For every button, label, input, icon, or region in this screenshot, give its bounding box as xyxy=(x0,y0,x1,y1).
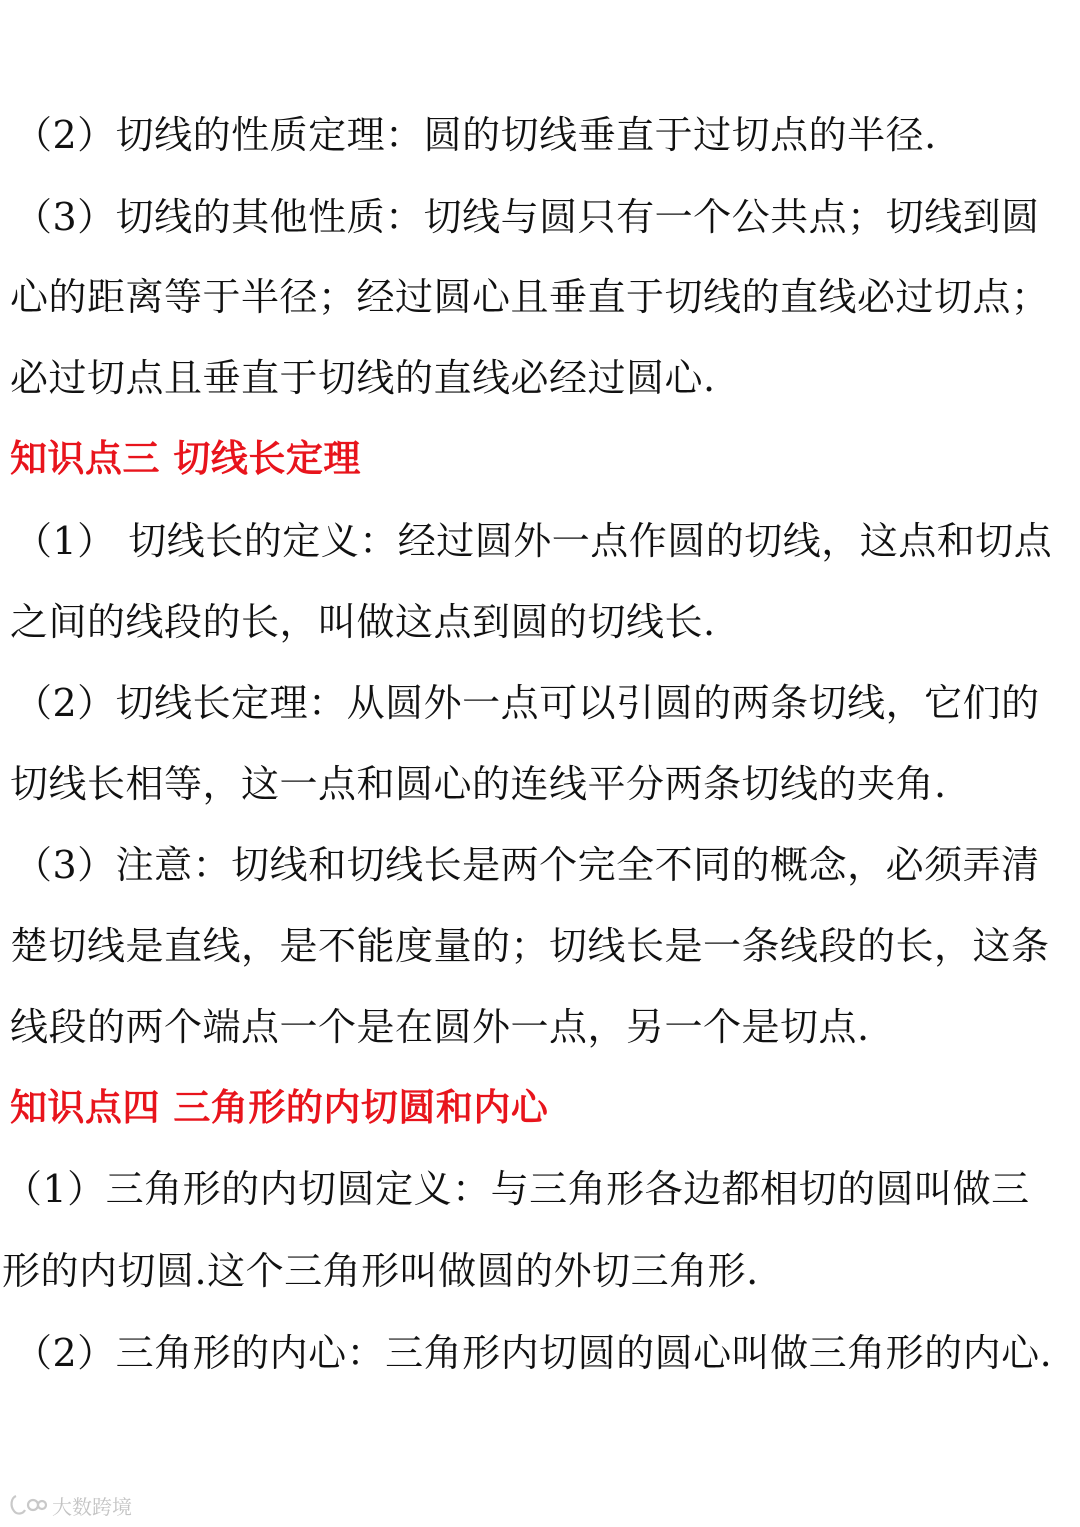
paragraph-line: （2）三角形的内心：三角形内切圆的圆心叫做三角形的内心. xyxy=(14,1331,1053,1375)
paragraph-line: 线段的两个端点一个是在圆外一点，另一个是切点. xyxy=(10,1005,870,1049)
paragraph-line: 之间的线段的长，叫做这点到圆的切线长. xyxy=(10,600,716,644)
section-heading-4: 知识点四 三角形的内切圆和内心 xyxy=(10,1086,549,1129)
section-heading-3: 知识点三 切线长定理 xyxy=(10,437,361,480)
paragraph-line: 形的内切圆.这个三角形叫做圆的外切三角形. xyxy=(2,1249,759,1293)
watermark-text: 大数跨境 xyxy=(52,1494,132,1519)
paragraph-line: （2）切线长定理：从圆外一点可以引圆的两条切线，它们的 xyxy=(14,681,1040,725)
paragraph-line: 心的距离等于半径；经过圆心且垂直于切线的直线必过切点； xyxy=(10,275,1050,319)
paragraph-line: （1）三角形的内切圆定义：与三角形各边都相切的圆叫做三 xyxy=(4,1167,1030,1211)
watermark-logo-icon xyxy=(8,1492,48,1518)
paragraph-line: （2）切线的性质定理：圆的切线垂直于过切点的半径. xyxy=(14,113,937,157)
paragraph-line: 楚切线是直线，是不能度量的；切线长是一条线段的长，这条 xyxy=(10,924,1050,968)
paragraph-line: 必过切点且垂直于切线的直线必经过圆心. xyxy=(10,356,716,400)
paragraph-line: 切线长相等，这一点和圆心的连线平分两条切线的夹角. xyxy=(10,762,947,806)
paragraph-line: （3）注意：切线和切线长是两个完全不同的概念，必须弄清 xyxy=(14,843,1040,887)
paragraph-line: （3）切线的其他性质：切线与圆只有一个公共点；切线到圆 xyxy=(14,195,1040,239)
watermark xyxy=(8,1488,132,1522)
paragraph-line: （1） 切线长的定义：经过圆外一点作圆的切线，这点和切点 xyxy=(14,519,1053,563)
